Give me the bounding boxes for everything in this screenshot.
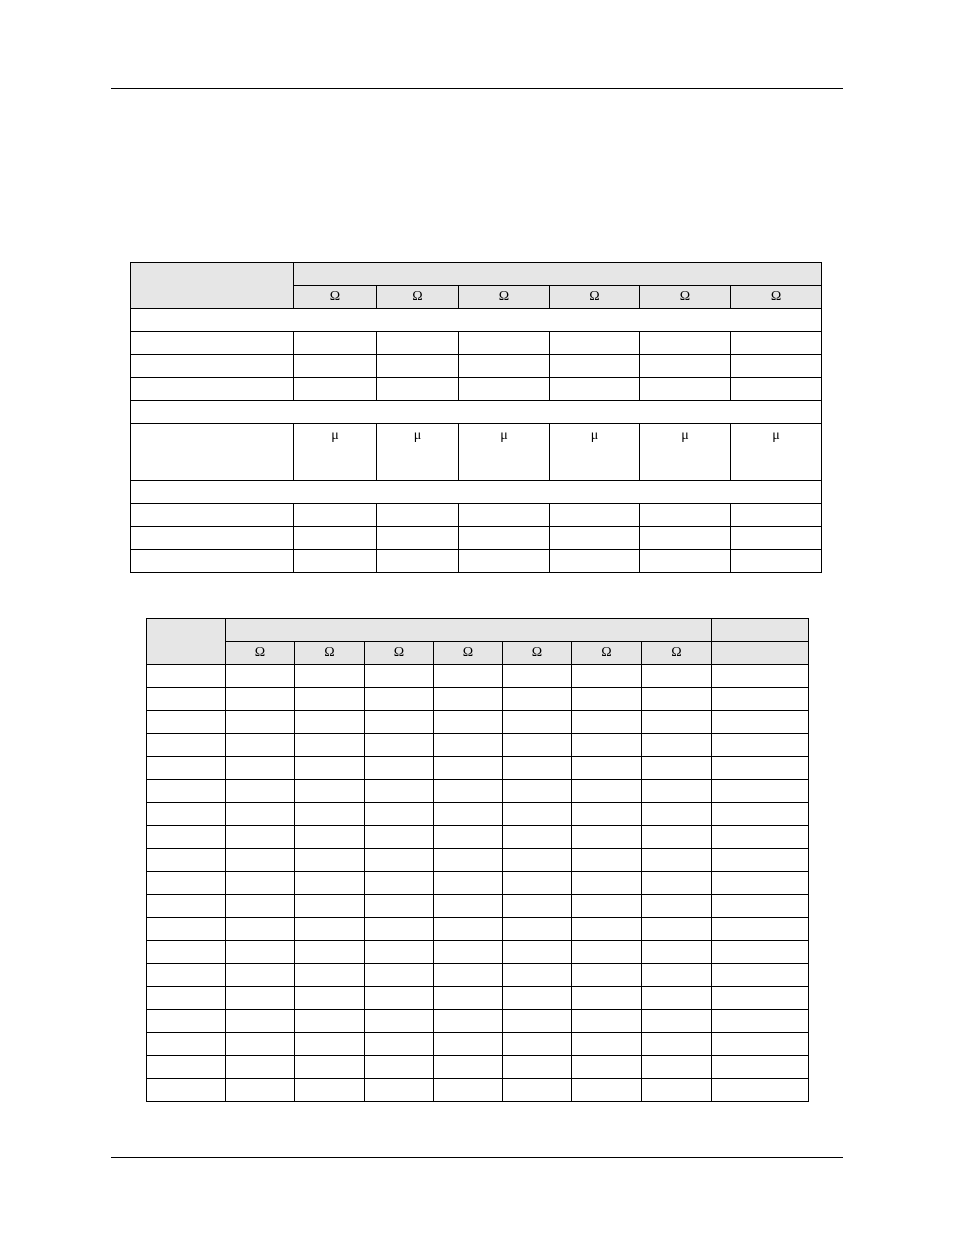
table-row	[147, 1033, 809, 1056]
footer-rule	[111, 1157, 843, 1158]
table-row	[147, 688, 809, 711]
table-row	[147, 757, 809, 780]
spec-section-row	[131, 481, 822, 504]
unit-header: Ω	[459, 286, 550, 309]
table-row	[147, 734, 809, 757]
values-table	[146, 618, 809, 1102]
spec-row	[131, 332, 822, 355]
table-row	[147, 780, 809, 803]
table-row	[147, 803, 809, 826]
spec-table	[130, 262, 822, 573]
unit-header: Ω	[572, 642, 642, 665]
values-header-last-cell	[712, 619, 809, 642]
table-row	[147, 826, 809, 849]
micro-value: μ	[294, 424, 377, 481]
unit-header: Ω	[550, 286, 640, 309]
micro-value: μ	[377, 424, 459, 481]
micro-value: μ	[640, 424, 731, 481]
spec-header-label-cell	[131, 263, 294, 309]
table-row	[147, 711, 809, 734]
table-row	[147, 872, 809, 895]
micro-value: μ	[731, 424, 822, 481]
spec-section-row	[131, 309, 822, 332]
header-rule	[111, 88, 843, 89]
unit-header: Ω	[642, 642, 712, 665]
unit-header: Ω	[377, 286, 459, 309]
values-header-group-cell	[226, 619, 712, 642]
spec-micro-row	[131, 424, 822, 481]
unit-header: Ω	[365, 642, 434, 665]
table-row	[147, 1056, 809, 1079]
unit-header: Ω	[226, 642, 295, 665]
unit-header: Ω	[640, 286, 731, 309]
spec-row	[131, 355, 822, 378]
spec-header-group-cell	[294, 263, 822, 286]
unit-header: Ω	[294, 286, 377, 309]
values-unit-header-row	[147, 642, 809, 665]
table-row	[147, 964, 809, 987]
table-row	[147, 849, 809, 872]
unit-header: Ω	[731, 286, 822, 309]
table-row	[147, 895, 809, 918]
spec-row	[131, 550, 822, 573]
table-row	[147, 665, 809, 688]
unit-header: Ω	[434, 642, 503, 665]
unit-header: Ω	[295, 642, 365, 665]
spec-row	[131, 378, 822, 401]
table-row	[147, 941, 809, 964]
spec-row	[131, 504, 822, 527]
values-header-label-cell	[147, 619, 226, 665]
table-row	[147, 987, 809, 1010]
table-row	[147, 1010, 809, 1033]
micro-value: μ	[550, 424, 640, 481]
unit-header: Ω	[503, 642, 572, 665]
micro-value: μ	[459, 424, 550, 481]
spec-section-row	[131, 401, 822, 424]
spec-row	[131, 527, 822, 550]
table-row	[147, 1079, 809, 1102]
table-row	[147, 918, 809, 941]
